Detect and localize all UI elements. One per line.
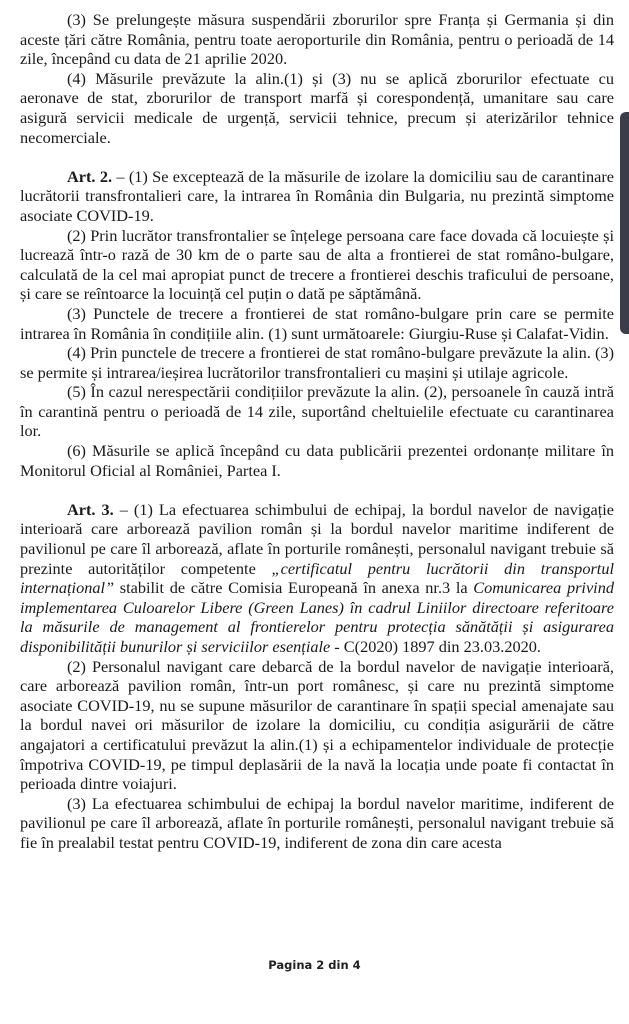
paragraph-art2-alin2: (2) Prin lucrător transfrontalier se înțelege persoana care face dovada că locuiește și lucrează într-o rază de 30 km de o parte sau de alta a frontierei de stat româno-bulgare, calculată de la cel mai apropiat punct de trecere a frontierei deschis traficului de persoane, și care se reîntoarce la locuință cel puțin o dată pe săptămână. bbox=[20, 225, 614, 304]
italic-certificate-title: „certificatul pentru lucrătorii din transportul internațional” bbox=[20, 558, 614, 598]
italic-communication-title: Comunicarea privind implementarea Culoarelor Libere (Green Lanes) în cadrul Liniilor directoare referitoare la măsurile de management al frontierelor pentru protecția sănătății și asigurarea disponibilității bunurilor și serviciilor esențiale - bbox=[20, 578, 614, 656]
article-heading-art3: Art. 3. bbox=[67, 499, 114, 519]
paragraph-art3-alin3: (3) La efectuarea schimbului de echipaj la bordul navelor maritime, indiferent de pavilionul pe care îl arborează, aflate în porturile românești, personalul navigant trebuie să fie în prealabil testat pentru COVID-19, indiferent de zona din care acesta bbox=[20, 793, 614, 852]
paragraph-art1-alin4: (4) Măsurile prevăzute la alin.(1) și (3) nu se aplică zborurilor efectuate cu aeronave de stat, zborurilor de transport marfă și corespondență, umanitare sau care asigură servicii medicale de urgență, servicii tehnice, precum și aterizărilor tehnice necomerciale. bbox=[20, 68, 614, 147]
scroll-handle[interactable] bbox=[620, 112, 629, 334]
section-spacer bbox=[20, 480, 614, 500]
paragraph-art3-alin1: Art. 3. – (1) La efectuarea schimbului de echipaj, la bordul navelor de navigație interioară care arborează pavilion român și la bordul navelor maritime indiferent de pavilionul pe care îl arborează, aflate în porturile românești, personalul navigant trebuie să prezinte autorităților competente „certificatul pentru lucrătorii din transportul internațional” stabilit de către Comisia Europeană în anexa nr.3 la Comunicarea privind implementarea Culoarelor Libere (Green Lanes) în cadrul Liniilor directoare referitoare la măsurile de management al frontierelor pentru protecția sănătății și asigurarea disponibilității bunurilor și serviciilor esențiale - C(2020) 1897 din 23.03.2020. bbox=[20, 499, 614, 656]
paragraph-art2-alin5: (5) În cazul nerespectării condițiilor prevăzute la alin. (2), persoanele în cauză intră în carantină pentru o perioadă de 14 zile, suportând cheltuielile efectuate cu carantinarea lor. bbox=[20, 382, 614, 441]
document-page bbox=[20, 10, 614, 853]
page-footer: Pagina 2 din 4 bbox=[268, 958, 361, 972]
paragraph-art2-alin3: (3) Punctele de trecere a frontierei de stat româno-bulgare prin care se permite intrarea în România în condițiile alin. (1) sunt următoarele: Giurgiu-Ruse și Calafat-Vidin. bbox=[20, 303, 614, 343]
paragraph-art2-alin6: (6) Măsurile se aplică începând cu data publicării prezentei ordonanțe militare în Monitorul Oficial al României, Partea I. bbox=[20, 441, 614, 480]
paragraph-art2-alin1: Art. 2. – (1) Se exceptează de la măsurile de izolare la domiciliu sau de carantinare lucrătorii transfrontalieri care, la intrarea în România din Bulgaria, nu prezintă simptome asociate COVID-19. bbox=[20, 166, 614, 225]
paragraph-art3-alin2: (2) Personalul navigant care debarcă de la bordul navelor de navigație interioară, care arborează pavilion român, într-un port românesc, și care nu prezintă simptome asociate COVID-19, nu se supune măsurilor de carantinare în spații special amenajate sau la bordul navei ori măsurilor de izolare la domiciliu, cu condiția asigurării de către angajatori a certificatului prevăzut la alin.(1) și a echipamentelor individuale de protecție împotriva COVID-19, pe timpul deplasării de la navă la locația unde poate fi contactat în perioada dintre voiajuri. bbox=[20, 656, 614, 794]
article-heading-art2: Art. 2. bbox=[67, 166, 113, 186]
paragraph-art1-alin3: (3) Se prelungește măsura suspendării zborurilor spre Franța și Germania și din aceste țări către România, pentru toate aeroporturile din România, pentru o perioadă de 14 zile, începând cu data de 21 aprilie 2020. bbox=[20, 10, 614, 69]
paragraph-art2-alin4: (4) Prin punctele de trecere a frontierei de stat româno-bulgare prevăzute la alin. (3) se permite și intrarea/ieșirea lucrătorilor transfrontalieri cu mașini și utilaje agricole. bbox=[20, 343, 614, 382]
section-spacer bbox=[20, 147, 614, 167]
